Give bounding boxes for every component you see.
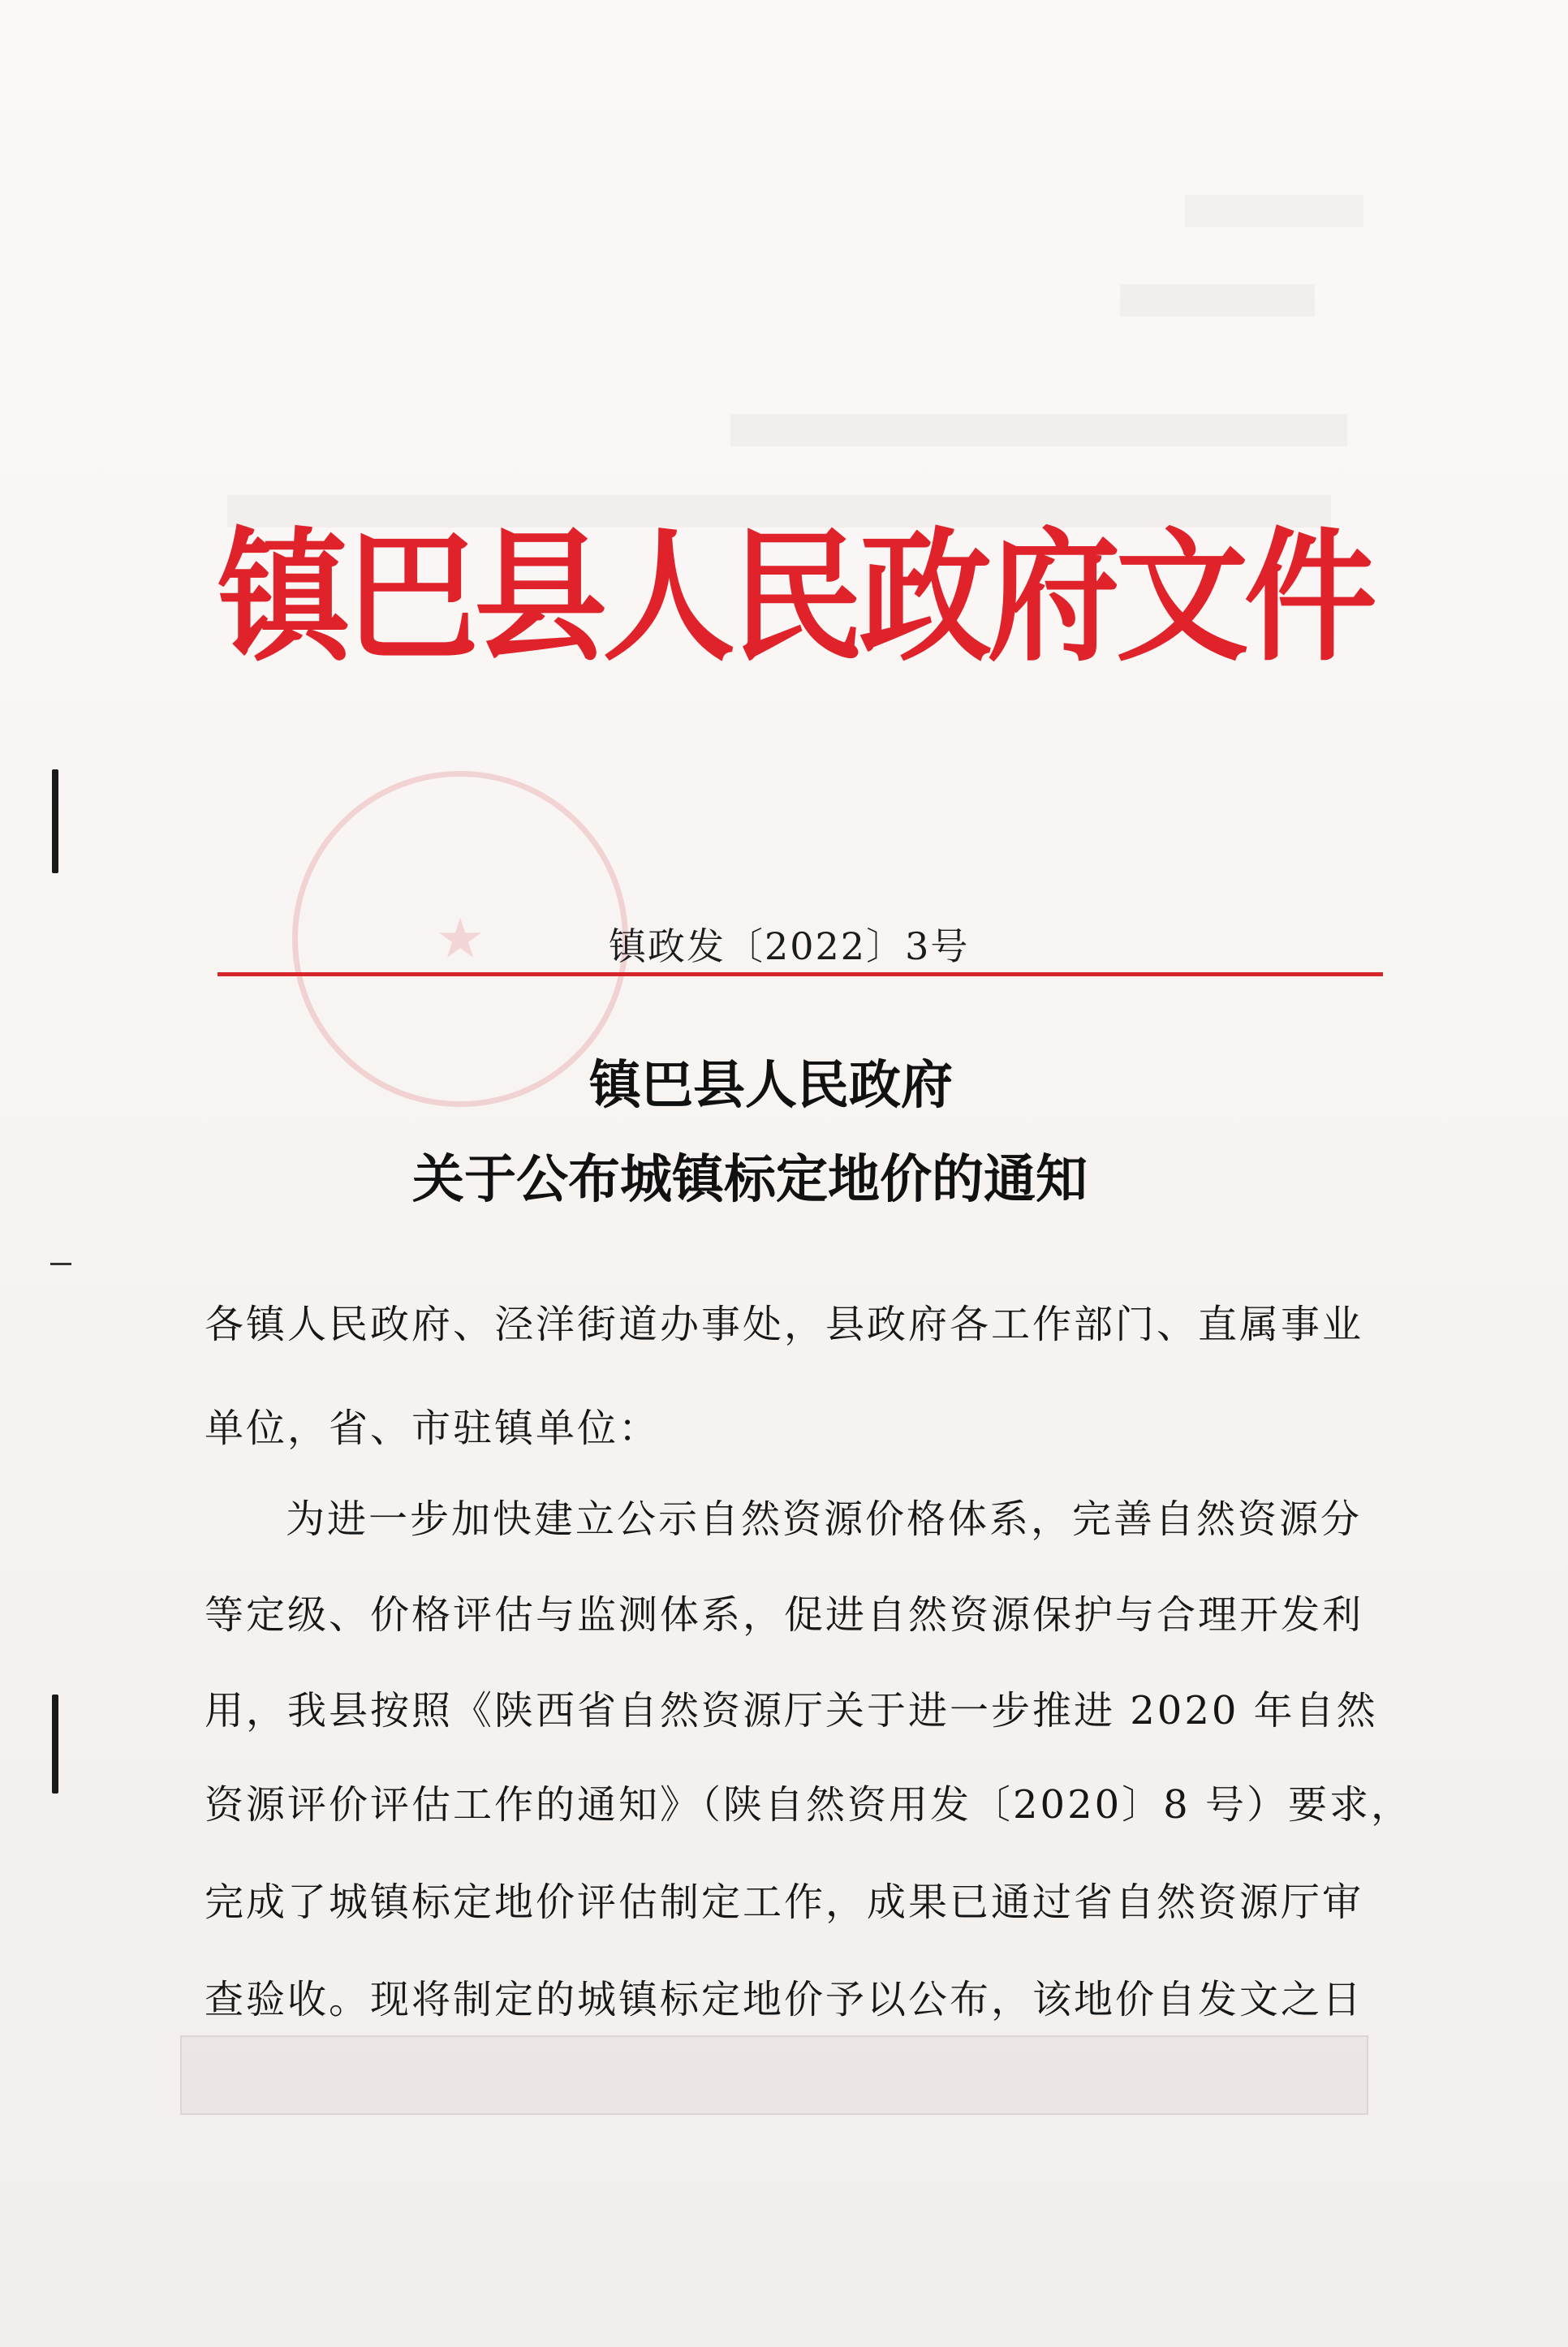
binding-mark-bottom <box>52 1695 58 1794</box>
binding-mark-top <box>52 769 58 873</box>
body-line-5: 用，我县按照《陕西省自然资源厅关于进一步推进 2020 年自然 <box>205 1688 1378 1733</box>
body-line-6: 资源评价评估工作的通知》（陕自然资用发〔2020〕8 号）要求， <box>205 1782 1412 1828</box>
document-header-title: 镇巴县人民政府文件 <box>218 513 1372 681</box>
document-number: 镇政发〔2022〕3号 <box>609 924 970 968</box>
bleed-through-decoration <box>730 414 1347 446</box>
body-line-2: 单位，省、市驻镇单位： <box>205 1406 661 1451</box>
body-line-4: 等定级、价格评估与监测体系，促进自然资源保护与合理开发利 <box>205 1592 1364 1638</box>
body-line-1: 各镇人民政府、泾洋街道办事处，县政府各工作部门、直属事业 <box>205 1302 1364 1347</box>
bleed-through-footer <box>180 2035 1368 2115</box>
body-line-7: 完成了城镇标定地价评估制定工作，成果已通过省自然资源厅审 <box>205 1880 1364 1925</box>
body-line-3: 为进一步加快建立公示自然资源价格体系，完善自然资源分 <box>286 1496 1363 1542</box>
binding-dash <box>50 1263 71 1265</box>
red-separator-line <box>218 972 1383 976</box>
notice-title-line-2: 关于公布城镇标定地价的通知 <box>412 1150 1088 1210</box>
body-line-8: 查验收。现将制定的城镇标定地价予以公布，该地价自发文之日 <box>205 1977 1364 2022</box>
seal-stamp <box>292 771 628 1107</box>
bleed-through-decoration <box>1120 284 1315 317</box>
bleed-through-decoration <box>1185 195 1363 227</box>
seal-star-icon: ★ <box>438 911 482 967</box>
notice-title-line-1: 镇巴县人民政府 <box>589 1056 953 1116</box>
